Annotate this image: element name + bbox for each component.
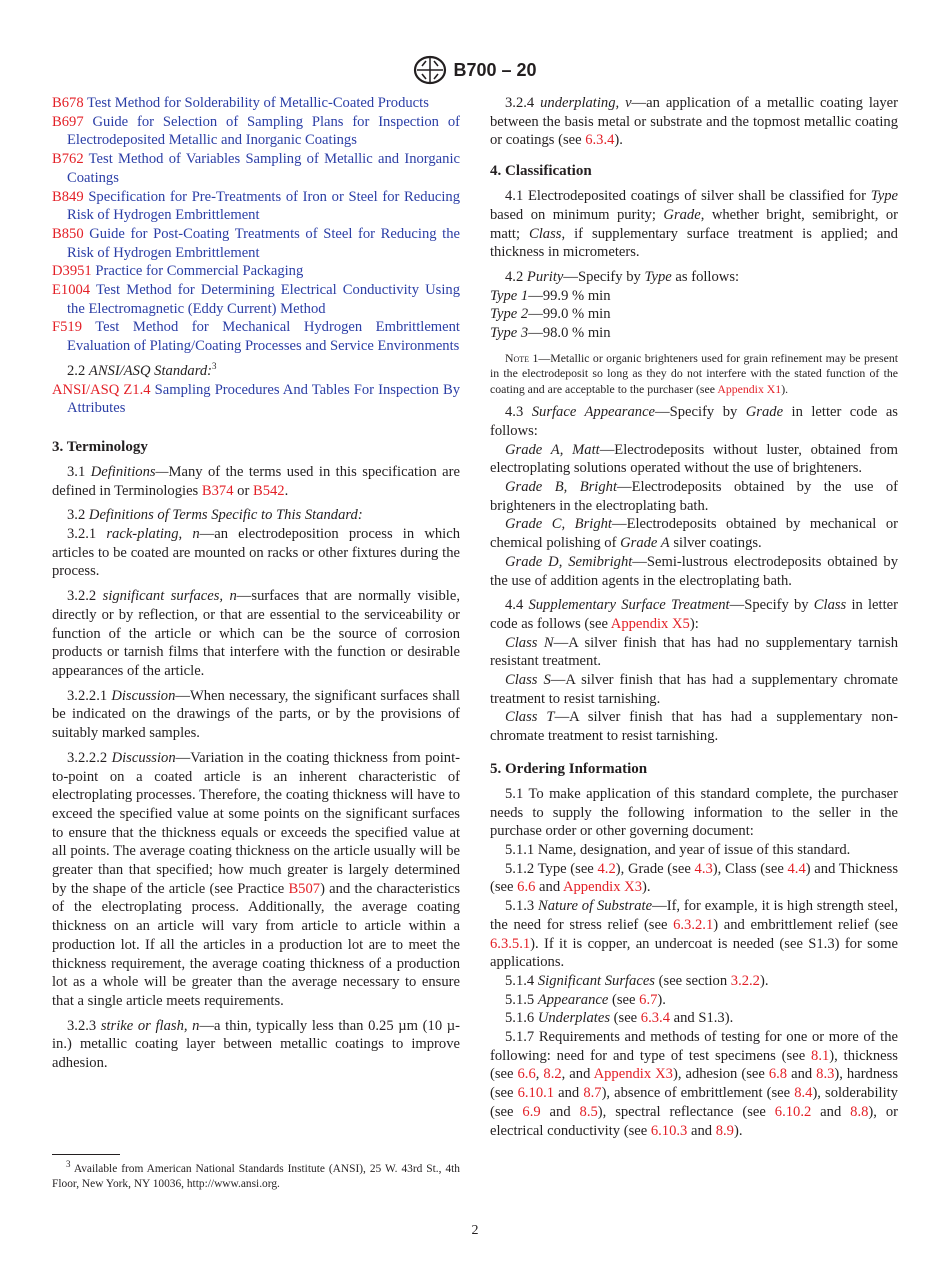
para-4-4: 4.4 Supplementary Surface Treatment—Specify by Class in letter code as follows (see Appendix X5): bbox=[490, 597, 898, 632]
xref-link[interactable]: 8.8 bbox=[850, 1103, 869, 1120]
ref-code-link[interactable]: E1004 bbox=[52, 282, 91, 299]
ref-title-link[interactable]: Sampling Procedures And Tables For Inspection By Attributes bbox=[67, 381, 461, 417]
xref-link[interactable]: 8.2 bbox=[543, 1066, 562, 1083]
link-6-3-4[interactable]: 6.3.4 bbox=[585, 132, 615, 149]
note-1: Note 1—Metallic or organic brighteners used for grain refinement may be present in the electrodeposit so long as they do not interfere with the stated function of the coating and are acceptable to the purchaser (see Appendix X1). bbox=[490, 350, 899, 396]
xref-link[interactable]: 8.3 bbox=[816, 1066, 835, 1083]
xref-link[interactable]: 6.10.2 bbox=[774, 1103, 812, 1120]
ref-code-link[interactable]: D3951 bbox=[52, 263, 92, 280]
para-5-1-4: 5.1.4 Significant Surfaces (see section 3.2.2). bbox=[505, 972, 769, 989]
footnote-divider bbox=[52, 1154, 120, 1155]
xref-link[interactable]: 6.3.4 bbox=[640, 1010, 670, 1027]
xref-link[interactable]: 6.3.5.1 bbox=[490, 935, 531, 952]
xref-link[interactable]: 3.2.2 bbox=[730, 972, 760, 989]
ref-item bbox=[52, 281, 460, 318]
para-4-2: 4.2 Purity—Specify by Type as follows: bbox=[505, 268, 740, 285]
para-5-1-6: 5.1.6 Underplates (see 6.3.4 and S1.3). bbox=[505, 1010, 734, 1027]
ref-code-link[interactable]: B697 bbox=[52, 113, 84, 130]
xref-link[interactable]: 6.10.1 bbox=[517, 1085, 555, 1102]
xref-link[interactable]: Appendix X3 bbox=[562, 879, 643, 896]
page-number: 2 bbox=[471, 1223, 479, 1238]
grade-item: Grade D, Semibright—Semi-lustrous electrodeposits obtained by the use of addition agents in the electroplating bath. bbox=[490, 553, 898, 589]
link-b542[interactable]: B542 bbox=[252, 482, 285, 499]
ref-title-link[interactable]: Guide for Selection of Sampling Plans for Inspection of Electrodeposited Metallic and Inorganic Coatings bbox=[67, 113, 460, 149]
xref-link[interactable]: 8.4 bbox=[794, 1085, 813, 1102]
ref-code-link[interactable]: B850 bbox=[52, 225, 84, 242]
astm-logo-icon bbox=[413, 55, 447, 85]
xref-link[interactable]: 6.9 bbox=[522, 1103, 541, 1120]
ref-title-link[interactable]: Guide for Post-Coating Treatments of Steel for Reducing the Risk of Hydrogen Embrittlement bbox=[67, 225, 460, 261]
ref-title-link[interactable]: Test Method for Determining Electrical Conductivity Using the Electromagnetic (Eddy Current) Method bbox=[67, 282, 461, 317]
para-4-1: 4.1 Electrodeposited coatings of silver shall be classified for Type based on minimum purity; Grade, whether bright, semibright, or matt; Class, if supplementary surface treatment is applied; and thickness in micrometers. bbox=[490, 188, 898, 261]
xref-link[interactable]: 4.3 bbox=[694, 860, 713, 877]
footnote-ref[interactable]: 3 bbox=[212, 360, 217, 371]
para-5-1-1: 5.1.1 Name, designation, and year of issue of this standard. bbox=[505, 842, 851, 858]
link-appendix-x5[interactable]: Appendix X5 bbox=[610, 615, 690, 632]
xref-link[interactable]: 6.6 bbox=[517, 1066, 536, 1083]
section-heading-classification: 4. Classification bbox=[490, 163, 592, 180]
grade-item: Grade A, Matt—Electrodeposits without luster, obtained from electroplating solutions operated without the use of brighteners. bbox=[490, 441, 899, 477]
ref-code-link[interactable]: F519 bbox=[52, 319, 83, 336]
ref-title-link[interactable]: Test Method for Mechanical Hydrogen Embrittlement Evaluation of Plating/Coating Processes and Service Environments bbox=[67, 319, 460, 355]
class-item: Class T—A silver finish that has had a supplementary non-chromate treatment to resist tarnishing. bbox=[490, 709, 899, 745]
xref-link[interactable]: 6.7 bbox=[639, 991, 658, 1008]
standard-designation: B700 – 20 bbox=[453, 59, 537, 80]
para-3-2-2-2: 3.2.2.2 Discussion—Variation in the coating thickness from point-to-point on a coated article is an inherent characteristic of electroplating processes. Therefore, the coating thickness will have to exceed the specified value at some points on the significant surfaces to ensure that the thickness equals or exceeds the specified value at all points. The average coating thickness on the article usually will be greater than that specified; how much greater is largely determined by the shape of the article (see Practice B507) and the characteristics of the electroplating process. Additionally, the average coating thickness on an article will vary from article to article within a production lot. If all the articles in a production lot are to meet the thickness requirement, the average coating thickness of a production lot as a whole will be greater than the average necessary to ensure that a single article meets requirements. bbox=[52, 749, 460, 1009]
ref-item bbox=[52, 94, 460, 113]
xref-link[interactable]: 6.10.3 bbox=[650, 1122, 688, 1139]
xref-link[interactable]: 8.7 bbox=[583, 1085, 602, 1102]
xref-link[interactable]: 8.5 bbox=[579, 1103, 598, 1120]
xref-link[interactable]: 6.6 bbox=[517, 879, 536, 896]
ref-item bbox=[52, 225, 460, 262]
para-3-2-2: 3.2.2 significant surfaces, n—surfaces that are normally visible, directly or by reflection, or that are essential to the serviceability or function of the article or which can be the source of corrosion products or tarnish films that interfere with the function or desirable appearances of the article. bbox=[52, 588, 460, 679]
right-column bbox=[490, 94, 898, 1140]
left-column bbox=[52, 94, 460, 1073]
footnote-3: $^3$ Available from American National Standards Institute (ANSI), 25 W. 43rd St., 4th Floor, New York, NY 10036, http://www.ansi.org. bbox=[52, 1159, 461, 1191]
para-5-1-7: 5.1.7 Requirements and methods of testing for one or more of the following: need for and type of test specimens (see 8.1), thickness (see 6.6, 8.2, and Appendix X3), adhesion (see 6.8 and 8.3), hardness (see 6.10.1 and 8.7), absence of embrittlement (see 8.4), solderability (see 6.9 and 8.5), spectral reflectance (see 6.10.2 and 8.8), or electrical conductivity (see 6.10.3 and 8.9). bbox=[490, 1029, 898, 1139]
ref-code-link[interactable]: B849 bbox=[52, 188, 84, 205]
referenced-documents-list bbox=[52, 94, 460, 356]
para-5-1: 5.1 To make application of this standard complete, the purchaser needs to supply the following information to the seller in the purchase order or other governing document: bbox=[490, 785, 898, 840]
para-3-2-4: 3.2.4 underplating, v—an application of a metallic coating layer between the basis metal or substrate and the topmost metallic coating or coatings (see 6.3.4). bbox=[490, 95, 898, 149]
type-item: Type 2—99.0 % min bbox=[490, 306, 611, 323]
ref-item bbox=[52, 113, 460, 150]
class-item: Class S—A silver finish that has had a supplementary chromate treatment to resist tarnishing. bbox=[490, 672, 898, 707]
link-b374[interactable]: B374 bbox=[201, 482, 234, 499]
ref-item bbox=[52, 150, 460, 187]
ref-item bbox=[52, 262, 460, 281]
link-b507[interactable]: B507 bbox=[288, 880, 321, 897]
class-item: Class N—A silver finish that has had no supplementary tarnish resistant treatment. bbox=[490, 634, 899, 670]
section-heading-ordering: 5. Ordering Information bbox=[490, 760, 648, 777]
para-4-3: 4.3 Surface Appearance—Specify by Grade in letter code as follows: bbox=[490, 404, 898, 439]
para-3-2-2-1: 3.2.2.1 Discussion—When necessary, the significant surfaces shall be indicated on the drawings of the parts, or by the provisions of suitably marked samples. bbox=[52, 687, 460, 742]
section-heading-terminology: 3. Terminology bbox=[52, 438, 148, 455]
xref-link[interactable]: 6.3.2.1 bbox=[673, 916, 714, 933]
type-item: Type 1—99.9 % min bbox=[490, 287, 611, 304]
page-header bbox=[0, 54, 950, 86]
para-3-1: 3.1 Definitions—Many of the terms used in this specification are defined in Terminologies B374 or B542. bbox=[52, 463, 460, 499]
xref-link[interactable]: 4.4 bbox=[787, 860, 806, 877]
grade-item: Grade C, Bright—Electrodeposits obtained by mechanical or chemical polishing of Grade A silver coatings. bbox=[490, 516, 899, 552]
xref-link[interactable]: 4.2 bbox=[597, 860, 616, 877]
section-2-2: 2.2 ANSI/ASQ Standard:$^3$ bbox=[67, 360, 217, 379]
xref-link[interactable]: Appendix X3 bbox=[593, 1066, 673, 1083]
ansi-ref-item bbox=[52, 381, 460, 418]
xref-link[interactable]: 6.8 bbox=[768, 1066, 788, 1083]
xref-link[interactable]: 8.9 bbox=[715, 1122, 734, 1139]
link-appendix-x1[interactable]: Appendix X1 bbox=[717, 381, 782, 396]
para-5-1-2: 5.1.2 Type (see 4.2), Grade (see 4.3), Class (see 4.4) and Thickness (see 6.6 and Appendix X3). bbox=[490, 860, 898, 896]
para-5-1-5: 5.1.5 Appearance (see 6.7). bbox=[505, 991, 666, 1008]
ref-code-link[interactable]: B678 bbox=[52, 95, 84, 111]
xref-link[interactable]: 8.1 bbox=[811, 1047, 830, 1064]
para-3-2-3: 3.2.3 strike or flash, n—a thin, typically less than 0.25 µm (10 µ-in.) metallic coating layer between metallic coatings to improve adhesion. bbox=[52, 1017, 461, 1072]
ref-title-link[interactable]: Practice for Commercial Packaging bbox=[95, 263, 304, 280]
para-3-2-1: 3.2.1 rack-plating, n—an electrodeposition process in which articles to be coated are mounted on racks or other fixtures during the process. bbox=[52, 526, 460, 580]
type-item: Type 3—98.0 % min bbox=[490, 325, 611, 342]
ref-code-link[interactable]: ANSI/ASQ Z1.4 bbox=[52, 381, 151, 398]
ref-item bbox=[52, 318, 460, 355]
ref-item bbox=[52, 188, 460, 225]
para-3-2: 3.2 Definitions of Terms Specific to This Standard: bbox=[67, 507, 363, 524]
para-5-1-3: 5.1.3 Nature of Substrate—If, for example, it is high strength steel, the need for stress relief (see 6.3.2.1) and embrittlement relief (see 6.3.5.1). If it is copper, an undercoat is needed (see S1.3) for some applications. bbox=[490, 898, 899, 971]
ref-title-link[interactable]: Test Method for Solderability of Metallic-Coated Products bbox=[87, 95, 429, 111]
ref-title-link[interactable]: Test Method of Variables Sampling of Metallic and Inorganic Coatings bbox=[67, 151, 460, 186]
ref-code-link[interactable]: B762 bbox=[52, 151, 84, 168]
ref-title-link[interactable]: Specification for Pre-Treatments of Iron or Steel for Reducing Risk of Hydrogen Embrittlement bbox=[67, 188, 460, 224]
grade-item: Grade B, Bright—Electrodeposits obtained by the use of brighteners in the electroplating bath. bbox=[490, 479, 899, 514]
